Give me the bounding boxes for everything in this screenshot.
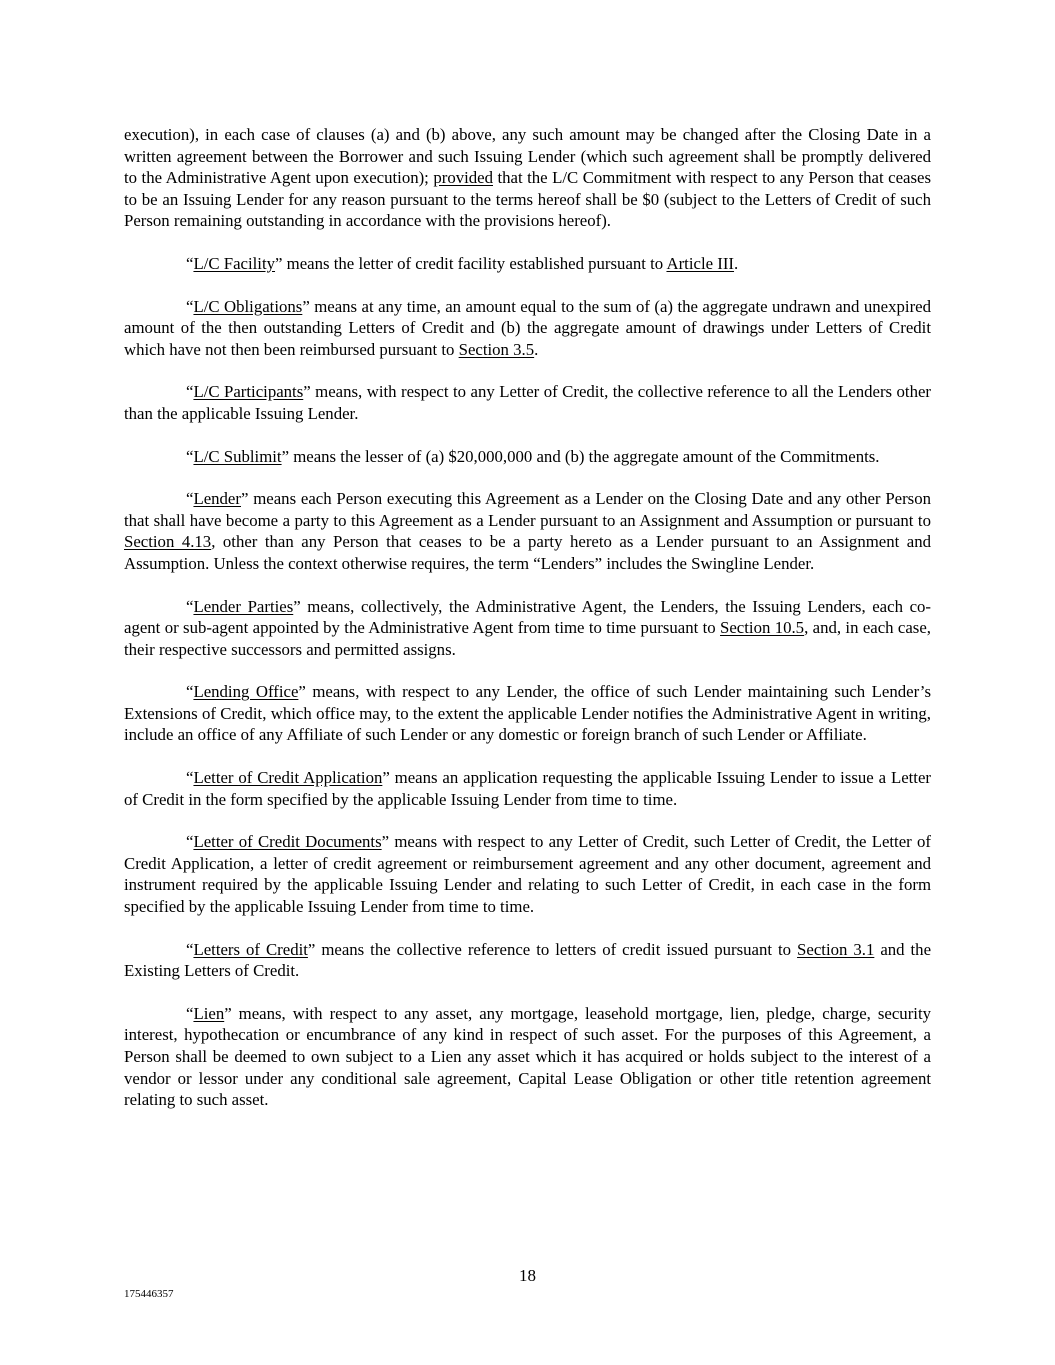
text-run: execution), in each case of clauses (a) and (b) above, any such amount may be changed after the Closing Date in a written agreement between the Borrower and such Issuing Lender (which such agreement shall be promptly delivered to the Administrative Agent upon execution); — [124, 125, 931, 188]
text-run: “ — [186, 382, 194, 402]
definition-paragraph — [124, 488, 931, 574]
definition-paragraph — [124, 831, 931, 917]
defined-term: Lending Office — [193, 682, 299, 702]
definition-paragraph — [124, 939, 931, 982]
text-run: . — [534, 339, 539, 359]
page-number: 18 — [519, 1266, 536, 1285]
defined-term: L/C Participants — [193, 382, 304, 402]
definition-paragraph — [124, 253, 931, 275]
defined-term: Letter of Credit Application — [193, 768, 383, 788]
defined-term: Section 3.1 — [797, 939, 875, 959]
defined-term: Lien — [193, 1003, 225, 1023]
text-run: ” means, with respect to any asset, any mortgage, leasehold mortgage, lien, pledge, charge, security interest, hypothecation or encumbrance of any kind in respect of such asset. For the purposes of this Agreement, a Person shall be deemed to own subject to a Lien any asset which it has acquired or holds subject to the interest of a vendor or lessor under any conditional sale agreement, Capital Lease Obligation or other title retention agreement relating to such asset. — [124, 1003, 931, 1110]
text-run: “ — [186, 596, 194, 616]
defined-term: L/C Obligations — [193, 296, 303, 316]
text-run: ” means, collectively, the Administrative Agent, the Lenders, the Issuing Lenders, each co-agent or sub-agent appointed by the Administrative Agent from time to time pursuant to — [124, 596, 931, 638]
definition-paragraph — [124, 1003, 931, 1111]
definition-paragraph — [124, 381, 931, 424]
defined-term: Letter of Credit Documents — [193, 832, 382, 852]
document-id: 175446357 — [124, 1288, 174, 1300]
text-run: “ — [186, 253, 194, 273]
definition-paragraph — [124, 681, 931, 746]
defined-term: Section 10.5 — [720, 618, 805, 638]
text-run: ” means the letter of credit facility established pursuant to — [275, 253, 667, 273]
text-run: “ — [186, 296, 194, 316]
text-run: ” means, with respect to any Lender, the office of such Lender maintaining such Lender’s Extensions of Credit, which office may, to the extent the applicable Lender notifies the Administrative Agent in writing, include an office of any Affiliate of such Lender or any domestic or foreign branch of such Lender or Affiliate. — [124, 682, 931, 745]
defined-term: L/C Facility — [193, 253, 276, 273]
text-run: ” means each Person executing this Agreement as a Lender on the Closing Date and any other Person that shall have become a party to this Agreement as a Lender pursuant to an Assignment and Assumption or pursuant to — [124, 489, 931, 530]
text-run: “ — [186, 832, 194, 852]
definition-paragraph — [124, 446, 931, 468]
document-body — [124, 124, 931, 1132]
defined-term: L/C Sublimit — [193, 446, 282, 466]
text-run: and the Existing Letters of Credit. — [124, 939, 932, 981]
text-run: ” means an application requesting the applicable Issuing Lender to issue a Letter of Credit in the form specified by the applicable Issuing Lender from time to time. — [124, 768, 931, 809]
text-run: , and, in each case, their respective successors and permitted assigns. — [124, 618, 931, 659]
text-run: “ — [186, 446, 194, 466]
text-run: “ — [186, 682, 194, 702]
definition-paragraph — [124, 596, 931, 661]
continued-paragraph — [124, 124, 931, 232]
defined-term: Section 4.13 — [124, 532, 212, 552]
definition-paragraph — [124, 296, 931, 361]
text-run: “ — [186, 939, 194, 959]
text-run: ” means, with respect to any Letter of Credit, the collective reference to all the Lenders other than the applicable Issuing Lender. — [124, 382, 932, 423]
text-run: that the L/C Commitment with respect to any Person that ceases to be an Issuing Lender for any reason pursuant to the terms hereof shall be $0 (subject to the Letters of Credit of such Person remaining outstanding in accordance with the provisions hereof). — [124, 168, 931, 231]
defined-term: Article III — [666, 253, 735, 273]
text-run: “ — [186, 1003, 194, 1023]
defined-term: provided — [433, 168, 493, 188]
definition-paragraph — [124, 767, 931, 810]
defined-term: Section 3.5 — [458, 339, 535, 359]
text-run: “ — [186, 768, 194, 788]
defined-term: Lender Parties — [193, 596, 294, 616]
text-run: ” means at any time, an amount equal to the sum of (a) the aggregate undrawn and unexpired amount of the then outstanding Letters of Credit and (b) the aggregate amount of drawings under Letters of Credit which have not then been reimbursed pursuant to — [124, 296, 931, 359]
text-run: , other than any Person that ceases to be a party hereto as a Lender pursuant to an Assignment and Assumption. Unless the context otherwise requires, the term “Lenders” includes the Swingline Lender. — [124, 532, 931, 573]
defined-term: Letters of Credit — [193, 939, 308, 959]
text-run: ” means with respect to any Letter of Credit, such Letter of Credit, the Letter of Credit Application, a letter of credit agreement or reimbursement agreement and any other document, agreement and instrument required by the applicable Issuing Lender and relating to such Letter of Credit, in each case in the form specified by the applicable Issuing Lender from time to time. — [124, 832, 931, 917]
text-run: . — [734, 253, 739, 273]
defined-term: Lender — [193, 489, 241, 509]
text-run: “ — [186, 489, 194, 509]
text-run: ” means the collective reference to letters of credit issued pursuant to — [307, 939, 798, 959]
text-run: ” means the lesser of (a) $20,000,000 and (b) the aggregate amount of the Commitments. — [281, 446, 880, 466]
